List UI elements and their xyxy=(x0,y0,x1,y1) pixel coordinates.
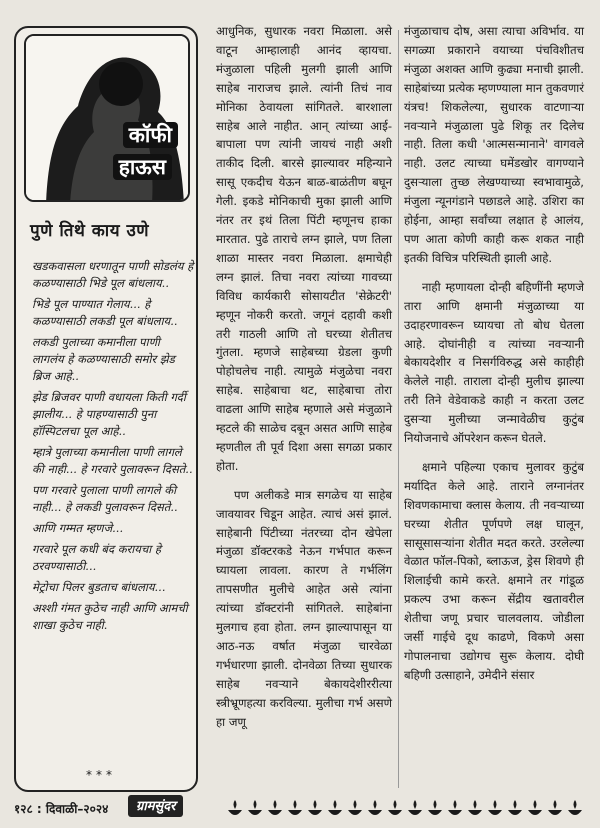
sidebar-line: गरवारे पूल कधी बंद करायचा हे ठरवण्यासाठी... xyxy=(32,542,161,573)
sidebar-line: झेड ब्रिजवर पाणी वधायला किती गर्दी झालीय... हे पाहण्यासाठी पुना हॉस्पिटलचा पूल आहे.. xyxy=(32,390,186,438)
diya-lamp-border-icon xyxy=(226,800,586,820)
magazine-brand: ग्रामसुंदर xyxy=(128,795,183,817)
sidebar-line: भिडे पूल पाण्यात गेलाय... हे कळण्यासाठी लकडी पूल बांधलाय.. xyxy=(32,297,178,328)
sidebar-line: खडकवासला धरणातून पाणी सोडलंय हे कळण्यासाठी भिडे पूल बांधलाय.. xyxy=(32,259,194,290)
article-column-middle xyxy=(216,22,392,732)
paragraph: पण अलीकडे मात्र सगळेच या साहेब जावयावर चिडून आहेत. त्याचं असं झालं. साहेबानी पिंटीच्या नंतरच्या दोन खेपेला मंजुळा डॉक्टरकडे नेऊन गर्भपात करून घ्यायला लावला. कारण ते गर्भलिंग तापसणीत मुलीचे आहेत असे त्यांना त्यांच्या डॉक्टरांनी सांगितले. साहेबांना मुलगाच हवा होता. लग्न झाल्यापासून या आठ-नऊ वर्षात मंजुळा चारवेळा गर्भधारणा झाली. दोनवेळा तिच्या सुधारक साहेब नवऱ्याने बेकायदेशीररीत्या स्त्रीभ्रूणहत्या करविल्या. मुलीचा गर्भ असणे हा जणू xyxy=(216,487,392,729)
sidebar-title: पुणे तिथे काय उणे xyxy=(30,221,150,241)
sidebar-line: लकडी पुलाच्या कमानीला पाणी लागलंय हे कळण्यासाठी समोर झेड ब्रिज आहे.. xyxy=(32,335,175,383)
section-end-stars: *** xyxy=(86,768,116,782)
logo-word-coffee: कॉफी xyxy=(123,122,178,148)
paragraph: क्षमाने पहिल्या एकाच मुलावर कुटुंब मर्यादित केले आहे. ताराने लग्नानंतर शिवणकामाचा क्लास केलाय. ती नवऱ्याच्या घरच्या शेतीत पूर्णपणे लक्ष घालून, सासूसासऱ्यांना शेतीत मदत करते. उरलेल्या वेळात फॉल-पिको, ब्लाऊज, ड्रेस शिवणे ही शिलाईची कामे करते. क्षमाने तर गांडूळ प्रकल्प उभा करून सेंद्रीय खतावरील शेतीचा जणू प्रचार चालवलाय. जोडीला जर्सी गाईचे दूध काढणे, विकणे असा गोपालनाचा उद्योगच सुरू केलाय. दोघी बहिणी उत्साहाने, उमेदीने संसार xyxy=(404,459,584,682)
coffee-house-logo xyxy=(24,34,190,202)
page-number: १२८ : दिवाळी–२०२४ xyxy=(14,802,109,816)
sidebar-line: पण गरवारे पुलाला पाणी लागले की नाही... हे लकडी पुलावरून दिसते.. xyxy=(32,483,178,514)
column-divider xyxy=(398,30,399,788)
logo-word-house: हाऊस xyxy=(113,154,172,180)
paragraph: मंजुळाचाच दोष, असा त्याचा अविर्भाव. या सगळ्या प्रकाराने वयाच्या पंचविशीतच मंजुळा अशक्त आणि कुढ्या मनाची झाली. साहेबांच्या प्रत्येक म्हणण्याला मान तुकवणारं यंत्रच! शिकलेल्या, सुधारक वाटणाऱ्या नवऱ्याने मंजुळाला पुढे शिकू तर दिलेच नाही. तिला कधी 'आत्मसन्मानाने' वागवले नाही. उलट त्याच्या घमेंडखोर वागण्याने दुसऱ्याला तुच्छ लेखण्याच्या स्वभावामुळे, मंजुला न्यूनगंडाने पछाडले आहे. उशिरा का होईना, आम्हा सर्वांच्या लक्षात हे आलंय, पण आता कोणी काही करू शकत नाही इतकी विचित्र परिस्थिती झाली आहे. xyxy=(404,24,584,265)
article-column-right xyxy=(404,22,584,685)
paragraph: नाही म्हणायला दोन्ही बहिणींनी म्हणजे तारा आणि क्षमानी मंजुळाच्या या उदाहरणावरून घ्यायचा तो बोध घेतला आहे. दोघांनीही व त्यांच्या नवऱ्यानी बेकायदेशीर व निसर्गविरुद्ध असे काहीही केलेले नाही. ताराला दोन्ही मुलीच झाल्या तरी तिने वेडेवाकडे काही न करता उलट दुसऱ्या मुलीच्या जन्मावेळीच कुटुंब नियोजनाचे ऑपरेशन करून घेतले. xyxy=(404,279,584,446)
sidebar-line: मेट्रोचा पिलर बुडताच बांधलाय... xyxy=(32,580,166,594)
sidebar-list xyxy=(32,258,194,638)
paragraph: आधुनिक, सुधारक नवरा मिळाला. असे वाटून आम्हालाही आनंद व्हायचा. मंजुळाला पहिली मुलगी झाली आणि साहेब नाराजच झाले. त्यांनी तिचं नाव मोनिका ठेवायला सांगितले. बारशाला साहेब आले नाहीत. आन्‌ त्यांच्या आई-बापाला पण त्यांनी जायचं नाही अशी ताकीद दिली. बारसे झाल्यावर महिन्याने सासू एकदीच येऊन बाळ-बाळंतीण बघून गेली. इकडे मोनिकाची मुका झाली आणि नंतर तर इथं तिला पिंटी म्हणूनच हाका मारतात. पुढे ताराचे लग्न झाले, पण तिला शाळा मास्तर नवरा मिळाला. क्षमाचेही लग्न झालं. तिचा नवरा त्यांच्या गावच्या विविध कार्यकारी सोसायटीत 'सेक्रेटरी' म्हणून नोकरी करतो. जगूनं दहावी कशी तरी गाठली आणि तो घरच्या शेतीतच गुंतला. म्हणजे साहेबच्या ग्रेडला कुणी पोहोचलेच नाही. त्यामुळे मंजुळेचा नवरा साहेब. साहेबाचा थट, साहेबाचा तोरा वाढला आणि साहेब म्हणाले असे मंजुळाने म्हटले की साळेच दबून असत आणि साहेब म्हणतील ती पूर्व दिशा असा सगळा प्रकार होता. xyxy=(216,24,392,473)
sidebar-line: आणि गम्मत म्हणजे... xyxy=(32,521,124,535)
sidebar-box xyxy=(14,26,198,792)
sidebar-line: अश्शी गंमत कुठेच नाही आणि आमची शाखा कुठेच नाही. xyxy=(32,601,188,632)
sidebar-line: म्हात्रे पुलाच्या कमानीला पाणी लागले की नाही... हे गरवारे पुलावरून दिसते.. xyxy=(32,445,193,476)
